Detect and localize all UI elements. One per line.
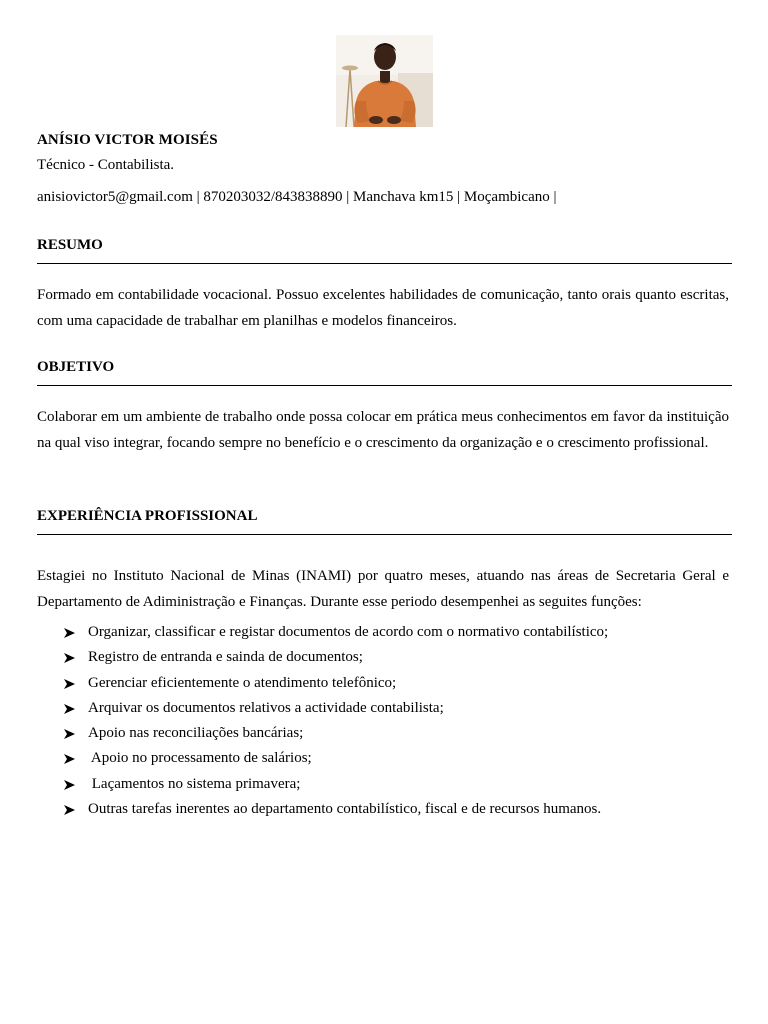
list-item-text: Outras tarefas inerentes ao departamento contabilístico, fiscal e de recursos humanos. [88, 801, 602, 818]
section-heading-objetivo: OBJETIVO [37, 359, 115, 375]
resumo-text: Formado em contabilidade vocacional. Possuo excelentes habilidades de comunicação, tanto orais quanto escritas, com uma capacidade de trabalhar em planilhas e modelos financeiros. [37, 287, 729, 329]
list-item-text: Organizar, classificar e registar documentos de acordo com o normativo contabilístico; [88, 624, 609, 640]
arrowhead-icon [64, 704, 75, 714]
section-heading-experiencia: EXPERIÊNCIA PROFISSIONAL [37, 508, 258, 524]
person-photo-icon [336, 35, 433, 127]
arrowhead-icon [64, 754, 75, 764]
arrowhead-icon [64, 780, 75, 790]
profile-photo [336, 35, 433, 127]
arrowhead-icon [64, 628, 75, 638]
list-item-text: Apoio no processamento de salários; [88, 750, 312, 767]
list-item [62, 620, 608, 645]
arrowhead-icon [64, 805, 75, 815]
list-item-text: Laçamentos no sistema primavera; [88, 775, 301, 792]
list-item [62, 671, 608, 696]
objetivo-text: Colaborar em um ambiente de trabalho onde possa colocar em prática meus conhecimentos em favor da instituição na qual viso integrar, focando sempre no benefício e o crescimento da organização e o crescimento profissional. [37, 409, 729, 451]
list-item-text: Apoio nas reconciliações bancárias; [88, 725, 304, 742]
section-divider [37, 534, 732, 535]
list-item-text: Gerenciar eficientemente o atendimento telefônico; [88, 674, 397, 691]
experiencia-intro: Estagiei no Instituto Nacional de Minas (INAMI) por quatro meses, atuando nas áreas de Secretaria Geral e Departamento de Adiministração e Finanças. Durante esse periodo desempenhei as seguites funções: [37, 568, 729, 610]
person-role: Técnico - Contabilista. [37, 157, 175, 173]
arrowhead-icon [64, 653, 75, 663]
duties-list [62, 620, 608, 822]
list-item [62, 772, 608, 797]
contact-line: anisiovictor5@gmail.com | 870203032/843838890 | Manchava km15 | Moçambicano | [37, 189, 557, 205]
list-item [62, 797, 608, 822]
section-divider [37, 263, 732, 264]
arrowhead-icon [64, 729, 75, 739]
arrowhead-icon [64, 679, 75, 689]
list-item [62, 721, 608, 746]
list-item [62, 746, 608, 771]
section-divider [37, 385, 732, 386]
list-item-text: Registro de entranda e sainda de documentos; [88, 649, 363, 666]
section-heading-resumo: RESUMO [37, 237, 103, 253]
list-item [62, 696, 608, 721]
person-name: ANÍSIO VICTOR MOISÉS [37, 132, 218, 148]
list-item-text: Arquivar os documentos relativos a actividade contabilista; [88, 699, 444, 716]
list-item [62, 645, 608, 670]
